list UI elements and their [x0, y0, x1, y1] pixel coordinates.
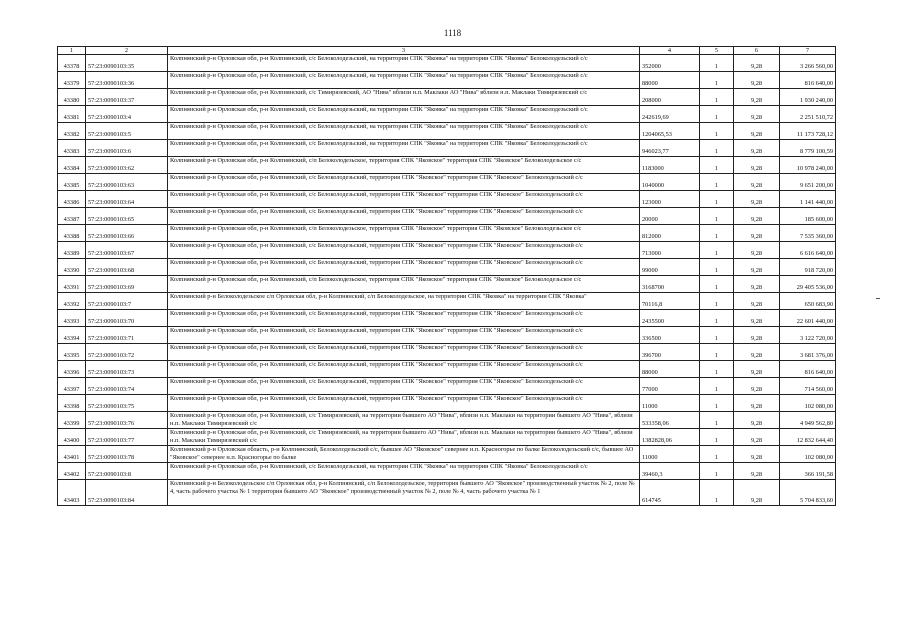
- area-cell: 1040000: [640, 174, 700, 191]
- area-cell: 11000: [640, 446, 700, 463]
- table-row: [58, 55, 836, 72]
- rate-cell: 9,28: [734, 242, 780, 259]
- quantity-cell: 1: [700, 208, 734, 225]
- area-cell: 713000: [640, 242, 700, 259]
- quantity-cell: 1: [700, 140, 734, 157]
- table-row: [58, 123, 836, 140]
- cadastral-value-cell: 918 720,00: [780, 259, 836, 276]
- rate-cell: 9,28: [734, 140, 780, 157]
- area-cell: 614745: [640, 480, 700, 506]
- area-cell: 396700: [640, 344, 700, 361]
- table-row: [58, 276, 836, 293]
- cadastral-number-cell: 57:23:0090103:69: [86, 276, 168, 293]
- cadastral-number-cell: 57:23:0090103:74: [86, 378, 168, 395]
- header-cell: 1: [58, 47, 86, 55]
- table-row: [58, 327, 836, 344]
- table-row: [58, 106, 836, 123]
- header-row: [58, 47, 836, 55]
- quantity-cell: 1: [700, 480, 734, 506]
- row-number-cell: 43387: [58, 208, 86, 225]
- header-cell: 4: [640, 47, 700, 55]
- cadastral-value-cell: 9 651 200,00: [780, 174, 836, 191]
- area-cell: 352000: [640, 55, 700, 72]
- cadastral-value-cell: 3 681 376,00: [780, 344, 836, 361]
- table-row: [58, 72, 836, 89]
- cadastral-value-cell: 10 978 240,00: [780, 157, 836, 174]
- cadastral-number-cell: 57:23:0090103:5: [86, 123, 168, 140]
- address-cell: Колпнянский р-н Орловская обл, р-н Колпнянский, с/с Белоколодезьский, на территории СПК "Яковка" на территории СПК "Яковка" Белоколодезьский с/с: [168, 72, 640, 89]
- address-cell: Колпнянский р-н Орловская обл, р-н Колпнянский, с/п Белоколодезьское, территория СПК "Яковское" территория СПК "Яковское" Белоколодезьское с/с: [168, 276, 640, 293]
- rate-cell: 9,28: [734, 276, 780, 293]
- area-cell: 3168700: [640, 276, 700, 293]
- table-row: [58, 412, 836, 429]
- cadastral-number-cell: 57:23:0090103:68: [86, 259, 168, 276]
- area-cell: 11000: [640, 395, 700, 412]
- address-cell: Колпнянский р-н Орловская обл, р-н Колпнянский, с/с Белоколодезьский, на территории СПК "Яковка" на территории СПК "Яковка" Белоколодезьский с/с: [168, 55, 640, 72]
- cadastral-number-cell: 57:23:0090103:76: [86, 412, 168, 429]
- margin-mark: [876, 298, 880, 299]
- quantity-cell: 1: [700, 463, 734, 480]
- cadastral-number-cell: 57:23:0090103:77: [86, 429, 168, 446]
- row-number-cell: 43394: [58, 327, 86, 344]
- cadastral-value-cell: 102 080,00: [780, 446, 836, 463]
- rate-cell: 9,28: [734, 259, 780, 276]
- rate-cell: 9,28: [734, 293, 780, 310]
- row-number-cell: 43391: [58, 276, 86, 293]
- quantity-cell: 1: [700, 89, 734, 106]
- rate-cell: 9,28: [734, 55, 780, 72]
- cadastral-number-cell: 57:23:0090103:63: [86, 174, 168, 191]
- row-number-cell: 43378: [58, 55, 86, 72]
- rate-cell: 9,28: [734, 225, 780, 242]
- cadastral-number-cell: 57:23:0090103:7: [86, 293, 168, 310]
- registry-table: [57, 46, 836, 506]
- row-number-cell: 43389: [58, 242, 86, 259]
- cadastral-value-cell: 2 251 510,72: [780, 106, 836, 123]
- quantity-cell: 1: [700, 123, 734, 140]
- header-cell: 6: [734, 47, 780, 55]
- row-number-cell: 43388: [58, 225, 86, 242]
- quantity-cell: 1: [700, 259, 734, 276]
- table-row: [58, 140, 836, 157]
- quantity-cell: 1: [700, 106, 734, 123]
- row-number-cell: 43400: [58, 429, 86, 446]
- quantity-cell: 1: [700, 395, 734, 412]
- cadastral-number-cell: 57:23:0090103:6: [86, 140, 168, 157]
- table-row: [58, 378, 836, 395]
- area-cell: 242619,69: [640, 106, 700, 123]
- address-cell: Колпнянский р-н Орловская обл, р-н Колпнянский, с/с Белоколодезьский, территория СПК "Яковское" территория СПК "Яковское" Белоколодезьский с/с: [168, 344, 640, 361]
- area-cell: 2435500: [640, 310, 700, 327]
- rate-cell: 9,28: [734, 463, 780, 480]
- row-number-cell: 43383: [58, 140, 86, 157]
- address-cell: Колпнянский р-н Орловская обл, р-н Колпнянский, с/с Белоколодезьский, территория СПК "Яковское" территория СПК "Яковское" Белоколодезьский с/с: [168, 395, 640, 412]
- area-cell: 123000: [640, 191, 700, 208]
- rate-cell: 9,28: [734, 123, 780, 140]
- quantity-cell: 1: [700, 276, 734, 293]
- address-cell: Колпнянский р-н Орловская обл, р-н Колпнянский, с/с Белоколодезьский, территория СПК "Яковское" территория СПК "Яковское" Белоколодезьский с/с: [168, 191, 640, 208]
- area-cell: 533358,06: [640, 412, 700, 429]
- row-number-cell: 43401: [58, 446, 86, 463]
- row-number-cell: 43396: [58, 361, 86, 378]
- cadastral-value-cell: 11 173 728,12: [780, 123, 836, 140]
- address-cell: Колпнянский р-н Орловская обл, р-н Колпнянский, с/с Белоколодезьский, территория СПК "Яковское" территория СПК "Яковское" Белоколодезьский с/с: [168, 174, 640, 191]
- area-cell: 1382828,06: [640, 429, 700, 446]
- rate-cell: 9,28: [734, 378, 780, 395]
- table-row: [58, 395, 836, 412]
- row-number-cell: 43382: [58, 123, 86, 140]
- table-body: [58, 55, 836, 506]
- cadastral-number-cell: 57:23:0090103:78: [86, 446, 168, 463]
- cadastral-value-cell: 6 616 640,00: [780, 242, 836, 259]
- quantity-cell: 1: [700, 293, 734, 310]
- table-row: [58, 191, 836, 208]
- cadastral-number-cell: 57:23:0090103:72: [86, 344, 168, 361]
- rate-cell: 9,28: [734, 429, 780, 446]
- row-number-cell: 43398: [58, 395, 86, 412]
- header-cell: 5: [700, 47, 734, 55]
- header-cell: 7: [780, 47, 836, 55]
- area-cell: 336500: [640, 327, 700, 344]
- row-number-cell: 43397: [58, 378, 86, 395]
- cadastral-value-cell: 3 266 560,00: [780, 55, 836, 72]
- cadastral-value-cell: 7 535 360,00: [780, 225, 836, 242]
- area-cell: 99000: [640, 259, 700, 276]
- rate-cell: 9,28: [734, 89, 780, 106]
- cadastral-value-cell: 816 640,00: [780, 361, 836, 378]
- address-cell: Колпнянский р-н Орловская обл, р-н Колпнянский, с/с Белоколодезьский, территория СПК "Яковское" территория СПК "Яковское" Белоколодезьский с/с: [168, 208, 640, 225]
- cadastral-number-cell: 57:23:0090103:8: [86, 463, 168, 480]
- rate-cell: 9,28: [734, 327, 780, 344]
- table-row: [58, 293, 836, 310]
- cadastral-number-cell: 57:23:0090103:71: [86, 327, 168, 344]
- row-number-cell: 43395: [58, 344, 86, 361]
- quantity-cell: 1: [700, 344, 734, 361]
- cadastral-number-cell: 57:23:0090103:84: [86, 480, 168, 506]
- cadastral-number-cell: 57:23:0090103:65: [86, 208, 168, 225]
- table-row: [58, 174, 836, 191]
- address-cell: Колпнянский р-н Орловская обл, р-н Колпнянский, с/с Тимирязевский, АО "Нива" вблизи н.п. Маклаки АО "Нива" вблизи н.п. Маклаки Тимирязевский с/с: [168, 89, 640, 106]
- table-row: [58, 446, 836, 463]
- table-row: [58, 208, 836, 225]
- address-cell: Колпнянский р-н Орловская обл, р-н Колпнянский, с/с Белоколодезьский, территория СПК "Яковское" территория СПК "Яковское" Белоколодезьский с/с: [168, 327, 640, 344]
- cadastral-number-cell: 57:23:0090103:4: [86, 106, 168, 123]
- cadastral-value-cell: 650 683,90: [780, 293, 836, 310]
- cadastral-value-cell: 12 832 644,40: [780, 429, 836, 446]
- cadastral-value-cell: 1 141 440,00: [780, 191, 836, 208]
- row-number-cell: 43390: [58, 259, 86, 276]
- address-cell: Колпнянский р-н Орловская обл, р-н Колпнянский, с/с Белоколодезьский, территория СПК "Яковское" территория СПК "Яковское" Белоколодезьский с/с: [168, 242, 640, 259]
- rate-cell: 9,28: [734, 395, 780, 412]
- address-cell: Колпнянский р-н Орловская обл, р-н Колпнянский, с/с Белоколодезьский, территория СПК "Яковское" территория СПК "Яковское" Белоколодезьский с/с: [168, 361, 640, 378]
- header-cell: 3: [168, 47, 640, 55]
- table-row: [58, 89, 836, 106]
- address-cell: Колпнянский р-н Орловская обл, р-н Колпнянский, с/с Белоколодезьский, территория СПК "Яковское" территория СПК "Яковское" Белоколодезьский с/с: [168, 378, 640, 395]
- rate-cell: 9,28: [734, 191, 780, 208]
- cadastral-value-cell: 714 560,00: [780, 378, 836, 395]
- area-cell: 946023,77: [640, 140, 700, 157]
- area-cell: 88000: [640, 361, 700, 378]
- cadastral-value-cell: 816 640,00: [780, 72, 836, 89]
- table-row: [58, 310, 836, 327]
- table-row: [58, 225, 836, 242]
- address-cell: Колпнянский р-н Орловская обл, р-н Колпнянский, с/с Белоколодезьский, на территории СПК "Яковка" на территории СПК "Яковка" Белоколодезьский с/с: [168, 123, 640, 140]
- quantity-cell: 1: [700, 310, 734, 327]
- table-row: [58, 157, 836, 174]
- address-cell: Колпнянский р-н Орловская обл, р-н Колпнянский, с/с Белоколодезьский, территория СПК "Яковское" территория СПК "Яковское" Белоколодезьский с/с: [168, 259, 640, 276]
- cadastral-number-cell: 57:23:0090103:64: [86, 191, 168, 208]
- address-cell: Колпнянский р-н Орловская обл, р-н Колпнянский, с/п Белоколодезьское, территория СПК "Яковское" территория СПК "Яковское" Белоколодезьское с/с: [168, 225, 640, 242]
- row-number-cell: 43392: [58, 293, 86, 310]
- rate-cell: 9,28: [734, 310, 780, 327]
- address-cell: Колпнянский р-н Белоколодезьское с/п Орловская обл, р-н Колпнянский, с/п Белоколодезьское, на территории СПК "Яковка" на территории СПК "Яковка": [168, 293, 640, 310]
- cadastral-number-cell: 57:23:0090103:62: [86, 157, 168, 174]
- quantity-cell: 1: [700, 191, 734, 208]
- area-cell: 77000: [640, 378, 700, 395]
- quantity-cell: 1: [700, 361, 734, 378]
- address-cell: Колпнянский р-н Орловская обл, р-н Колпнянский, с/с Белоколодезьский, на территории СПК "Яковка" на территории СПК "Яковка" Белоколодезьский с/с: [168, 140, 640, 157]
- address-cell: Колпнянский р-н Орловская обл, р-н Колпнянский, с/п Белоколодезьское, территория СПК "Яковское" территория СПК "Яковское" Белоколодезьское с/с: [168, 157, 640, 174]
- area-cell: 812000: [640, 225, 700, 242]
- area-cell: 70116,8: [640, 293, 700, 310]
- address-cell: Колпнянский р-н Орловская обл, р-н Колпнянский, с/с Белоколодезьский, на территории СПК "Яковка" на территории СПК "Яковка" Белоколодезьский с/с: [168, 463, 640, 480]
- page-number: 1118: [443, 28, 462, 38]
- rate-cell: 9,28: [734, 480, 780, 506]
- area-cell: 1204065,53: [640, 123, 700, 140]
- address-cell: Колпнянский р-н Орловская обл, р-н Колпнянский, с/с Тимирязевский, на территории бывшего АО "Нива", вблизи н.п. Маклаки на территории бывшего АО "Нива", вблизи н.п. Маклаки Тимирязевский с/с: [168, 429, 640, 446]
- row-number-cell: 43402: [58, 463, 86, 480]
- table-row: [58, 463, 836, 480]
- rate-cell: 9,28: [734, 106, 780, 123]
- area-cell: 208000: [640, 89, 700, 106]
- rate-cell: 9,28: [734, 446, 780, 463]
- header-cell: 2: [86, 47, 168, 55]
- area-cell: 20000: [640, 208, 700, 225]
- rate-cell: 9,28: [734, 344, 780, 361]
- quantity-cell: 1: [700, 429, 734, 446]
- quantity-cell: 1: [700, 157, 734, 174]
- rate-cell: 9,28: [734, 412, 780, 429]
- cadastral-number-cell: 57:23:0090103:73: [86, 361, 168, 378]
- cadastral-value-cell: 102 080,00: [780, 395, 836, 412]
- cadastral-number-cell: 57:23:0090103:36: [86, 72, 168, 89]
- row-number-cell: 43403: [58, 480, 86, 506]
- cadastral-value-cell: 5 704 833,60: [780, 480, 836, 506]
- table-row: [58, 242, 836, 259]
- quantity-cell: 1: [700, 446, 734, 463]
- row-number-cell: 43380: [58, 89, 86, 106]
- cadastral-number-cell: 57:23:0090103:70: [86, 310, 168, 327]
- address-cell: Колпнянский р-н Белоколодезьское с/п Орловская обл, р-н Колпнянский, с/п Белоколодезьское, территория бывшего АО "Яковское" производственный участок № 2, поле № 4, часть рабочего участка № 1 территория бывшего АО "Яковское" производственный участок № 2, поле № 4, часть рабочего участка № 1: [168, 480, 640, 506]
- cadastral-number-cell: 57:23:0090103:66: [86, 225, 168, 242]
- area-cell: 88000: [640, 72, 700, 89]
- table-row: [58, 361, 836, 378]
- row-number-cell: 43379: [58, 72, 86, 89]
- quantity-cell: 1: [700, 242, 734, 259]
- row-number-cell: 43381: [58, 106, 86, 123]
- table-row: [58, 259, 836, 276]
- quantity-cell: 1: [700, 412, 734, 429]
- quantity-cell: 1: [700, 55, 734, 72]
- cadastral-value-cell: 185 600,00: [780, 208, 836, 225]
- row-number-cell: 43399: [58, 412, 86, 429]
- row-number-cell: 43386: [58, 191, 86, 208]
- row-number-cell: 43393: [58, 310, 86, 327]
- table-row: [58, 429, 836, 446]
- cadastral-number-cell: 57:23:0090103:75: [86, 395, 168, 412]
- quantity-cell: 1: [700, 72, 734, 89]
- cadastral-value-cell: 22 601 440,00: [780, 310, 836, 327]
- cadastral-value-cell: 366 191,58: [780, 463, 836, 480]
- cadastral-value-cell: 1 930 240,00: [780, 89, 836, 106]
- table-row: [58, 480, 836, 506]
- table-row: [58, 344, 836, 361]
- address-cell: Колпнянский р-н Орловская обл, р-н Колпнянский, с/с Белоколодезьский, территория СПК "Яковское" территория СПК "Яковское" Белоколодезьский с/с: [168, 310, 640, 327]
- rate-cell: 9,28: [734, 208, 780, 225]
- quantity-cell: 1: [700, 378, 734, 395]
- cadastral-value-cell: 3 122 720,00: [780, 327, 836, 344]
- row-number-cell: 43384: [58, 157, 86, 174]
- area-cell: 39460,3: [640, 463, 700, 480]
- cadastral-number-cell: 57:23:0090103:37: [86, 89, 168, 106]
- cadastral-number-cell: 57:23:0090103:67: [86, 242, 168, 259]
- quantity-cell: 1: [700, 327, 734, 344]
- rate-cell: 9,28: [734, 72, 780, 89]
- address-cell: Колпнянский р-н Орловская область, р-н Колпнянский, Белоколодезьский с/с, бывшее АО "Яковское" севернее н.п. Красногорье по балке Белоколодезьский с/с, бывшее АО "Яковское" севернее н.п. Красногорье по балке: [168, 446, 640, 463]
- cadastral-value-cell: 29 405 536,00: [780, 276, 836, 293]
- rate-cell: 9,28: [734, 157, 780, 174]
- row-number-cell: 43385: [58, 174, 86, 191]
- address-cell: Колпнянский р-н Орловская обл, р-н Колпнянский, с/с Тимирязевский, на территории бывшего АО "Нива", вблизи н.п. Маклаки на территории бывшего АО "Нива", вблизи н.п. Маклаки Тимирязевский с/с: [168, 412, 640, 429]
- area-cell: 1183000: [640, 157, 700, 174]
- cadastral-value-cell: 8 779 100,59: [780, 140, 836, 157]
- rate-cell: 9,28: [734, 361, 780, 378]
- quantity-cell: 1: [700, 225, 734, 242]
- cadastral-number-cell: 57:23:0090103:35: [86, 55, 168, 72]
- rate-cell: 9,28: [734, 174, 780, 191]
- address-cell: Колпнянский р-н Орловская обл, р-н Колпнянский, с/с Белоколодезьский, на территории СПК "Яковка" на территории СПК "Яковка" Белоколодезьский с/с: [168, 106, 640, 123]
- cadastral-value-cell: 4 949 562,80: [780, 412, 836, 429]
- quantity-cell: 1: [700, 174, 734, 191]
